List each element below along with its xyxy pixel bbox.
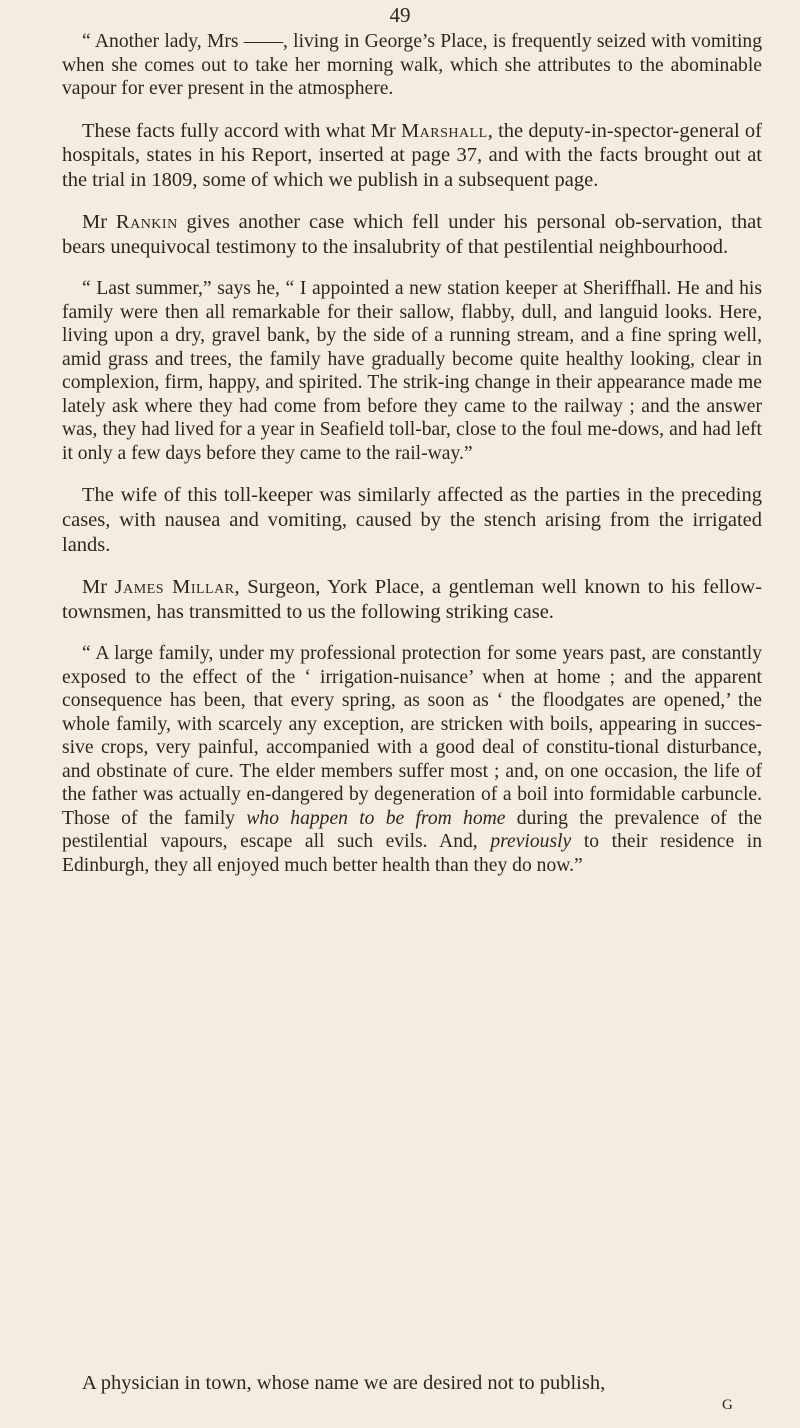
page-number: 49 [389, 3, 411, 27]
person-name-james-millar: James Millar [114, 576, 235, 599]
text-span: during the prevalence of the pestilential vapours, escape all such evils. And, [62, 807, 762, 853]
text-span: , Surgeon, York Place, a gentleman well known to his fellow-townsmen, has transmitted to us the following striking case. [62, 576, 762, 623]
paragraph-millar [62, 575, 762, 624]
paragraph-station-keeper-quote: “ Last summer,” says he, “ I appointed a new station keeper at Sheriffhall. He and his family were then all remarkable for their sallow, flabby, dull, and languid looks. Here, living upon a dry, gravel bank, by the side of a running stream, and a fine spring well, amid grass and trees, the family have gradually become quite healthy looking, clear in complexion, firm, happy, and spirited. The strik-ing change in their appearance made me lately ask where they had come from before they came to the railway ; and the answer was, they had lived for a year in Seafield toll-bar, close to the foul me-dows, and had left it only a few days before they came to the rail-way.” [62, 278, 762, 464]
paragraph-marshall [62, 119, 762, 193]
person-name-marshall: Marshall [400, 119, 488, 142]
paragraph-another-lady: “ Another lady, Mrs ——, living in George’s Place, is frequently seized with vomiting when she comes out to take her morning walk, which she attributes to the abominable vapour for ever present in the atmosphere. [62, 31, 762, 99]
paragraph-large-family-quote [62, 642, 762, 877]
emphasis-text: who happen to be from home [246, 807, 506, 829]
text-span: gives another case which fell under his personal ob-servation, that bears unequivocal testimony to the insalubrity of that pestilential neighbourhood. [62, 211, 762, 258]
paragraph-rankin [62, 210, 762, 259]
text-span: Mr [82, 211, 116, 234]
text-span: Mr [82, 576, 115, 599]
body-text [62, 30, 762, 895]
text-span: “ A large family, under my professional protection for some years past, are constantly exposed to the effect of the ‘ irrigation-nuisance’ when at home ; and the apparent consequence has been, that every spring, as soon as ‘ the floodgates are opened,’ the whole family, with scarcely any exception, are stricken with boils, appearing in succes-sive crops, very painful, accompanied with a good deal of constitu-tional disturbance, and obstinate of cure. The elder members suffer most ; and, on one occasion, the life of the father was actually en-dangered by degeneration of a boil into formidable carbuncle. Those of the family [62, 643, 762, 829]
text-span: These facts fully accord with what Mr [82, 119, 401, 142]
paragraph-toll-keeper-wife: The wife of this toll-keeper was similarly affected as the parties in the preceding cases, with nausea and vomiting, caused by the stench arising from the irrigated lands. [62, 484, 762, 556]
text-span: to their residence in Edinburgh, they all enjoyed much better health than they do now.” [62, 831, 762, 876]
person-name-rankin: Rankin [115, 211, 178, 234]
text-span: , the deputy-in-spector-general of hospitals, states in his Report, inserted at page 37, and with the facts brought out at the trial in 1809, some of which we publish in a subsequent page. [62, 119, 762, 191]
paragraph-physician: A physician in town, whose name we are desired not to publish, [82, 1372, 606, 1394]
emphasis-text: previously [490, 831, 572, 853]
signature-mark: G [722, 1397, 733, 1413]
